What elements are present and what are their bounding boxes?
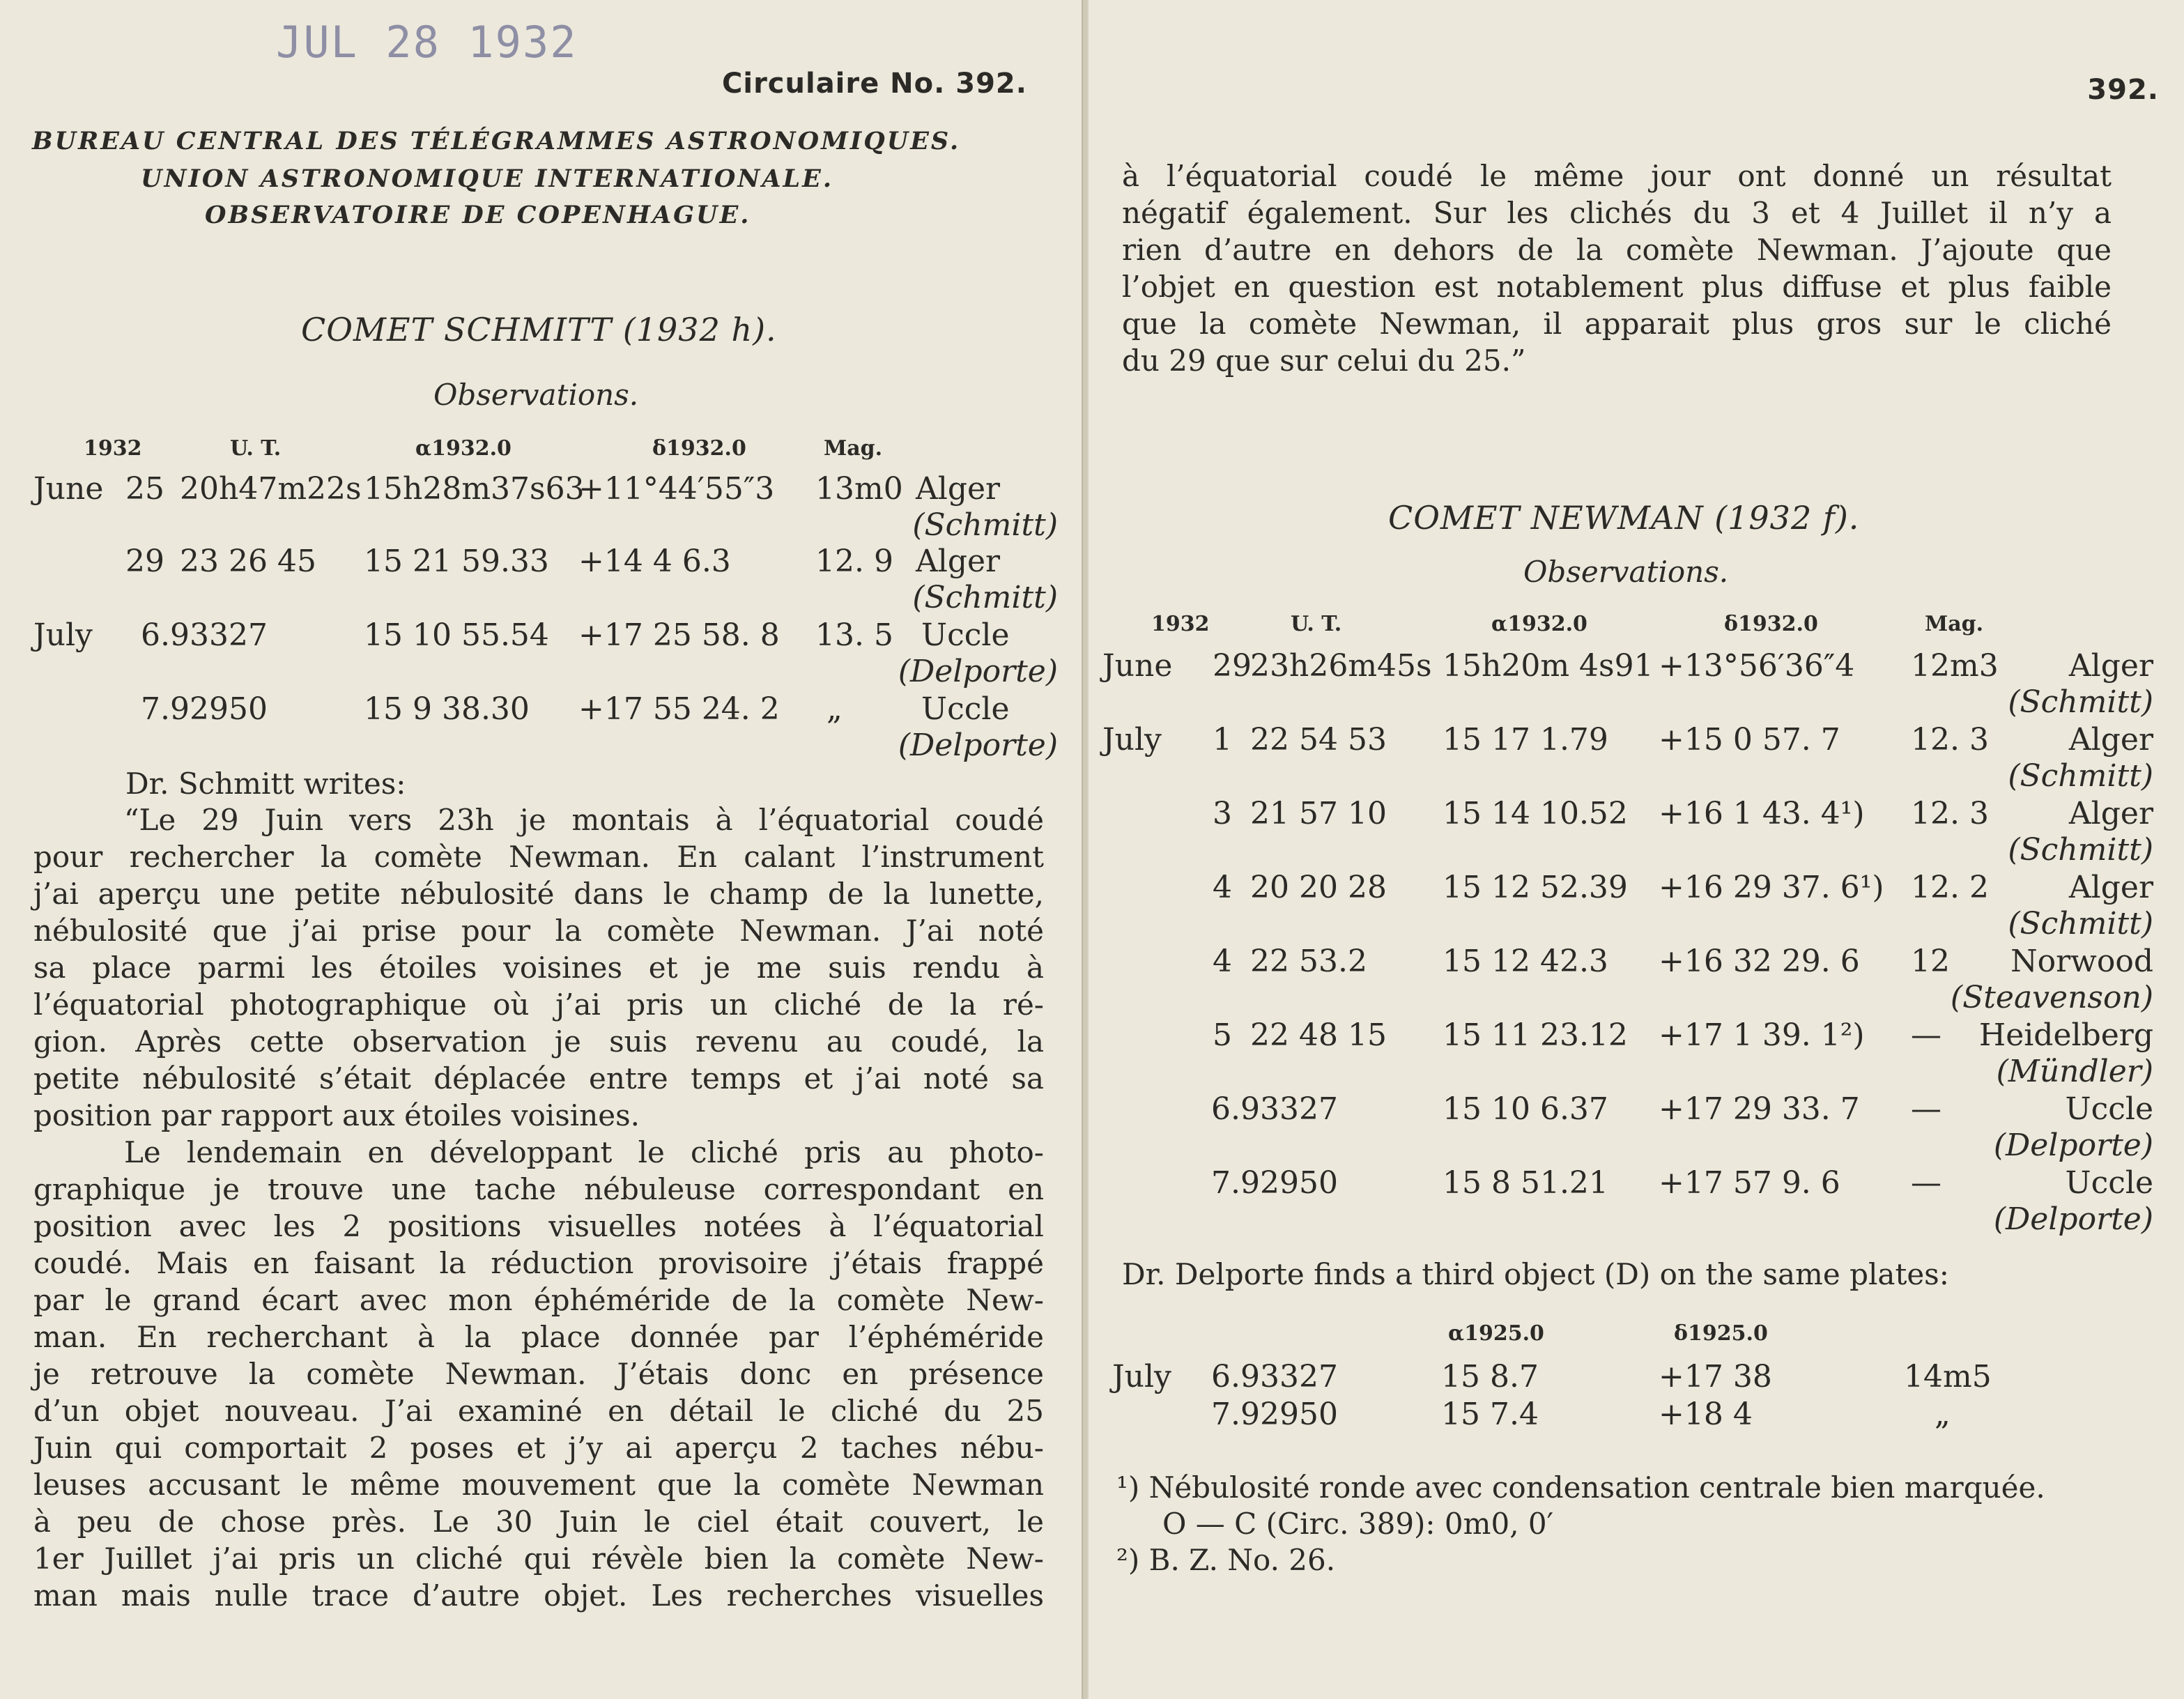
table-row-month: June — [1102, 648, 1173, 684]
paragraph-line: position avec les 2 positions visuelles notées à l’équatorial — [33, 1209, 1044, 1243]
paragraph-line: à peu de chose près. Le 30 Juin le ciel était couvert, le — [33, 1505, 1044, 1539]
table-row-day: 4 — [1213, 870, 1232, 905]
table-row-dec: +11°44′55″3 — [578, 471, 775, 507]
col-year: 1932 — [1151, 612, 1210, 636]
third-row-day: 7.92950 — [1211, 1397, 1338, 1432]
table-row-day: 3 — [1213, 796, 1232, 831]
table-row-observer: (Schmitt) — [912, 507, 1058, 543]
table-row-ra: 15 12 52.39 — [1443, 870, 1628, 905]
col-mag: Mag. — [1925, 612, 1984, 636]
table-row-day: 29 — [125, 544, 164, 579]
paragraph-line: coudé. Mais en faisant la réduction provisoire j’étais frappé — [33, 1246, 1044, 1280]
page-number: 392. — [2087, 74, 2159, 106]
table-row-station: Alger — [2068, 870, 2153, 905]
third-object-intro: Dr. Delporte finds a third object (D) on the same plates: — [1122, 1257, 1949, 1291]
table-row-mag: 12 — [1911, 944, 1950, 979]
table-row-observer: (Steavenson) — [1950, 980, 2153, 1015]
paragraph-line: rien d’autre en dehors de la comète Newman. J’ajoute que — [1122, 233, 2112, 267]
table-row-mag: — — [1911, 1165, 1941, 1201]
paragraph-line: man mais nulle trace d’autre objet. Les recherches visuelles — [33, 1578, 1044, 1613]
col-ut: U. T. — [1291, 612, 1342, 636]
paragraph-line: sa place parmi les étoiles voisines et je me suis rendu à — [33, 951, 1044, 985]
paragraph-line: graphique je trouve une tache nébuleuse correspondant en — [33, 1172, 1044, 1206]
third-row-dec: +17 38 — [1659, 1359, 1772, 1394]
paragraph-line: pour rechercher la comète Newman. En calant l’instrument — [33, 840, 1044, 874]
left-page — [0, 0, 1082, 1699]
footnote-1-oc: O — C (Circ. 389): 0m0, 0′ — [1162, 1507, 1554, 1541]
table-row-station: Uccle — [921, 617, 1010, 653]
table-row-mag: 13. 5 — [815, 617, 893, 653]
table-row-station: Uccle — [2065, 1091, 2153, 1127]
table-row-month: June — [33, 471, 104, 507]
table-row-mag: 13m0 — [815, 471, 903, 507]
table-row-observer: (Schmitt) — [2008, 684, 2153, 720]
table-row-station: Alger — [2068, 796, 2153, 831]
col-ut: U. T. — [230, 436, 282, 461]
table-row-dec: +17 57 9. 6 — [1659, 1165, 1840, 1201]
table-row-ra: 15 9 38.30 — [364, 691, 530, 727]
table-row-mag: — — [1911, 1091, 1941, 1127]
third-row-ra: 15 8.7 — [1441, 1359, 1539, 1394]
table-row-observer: (Schmitt) — [2008, 906, 2153, 941]
table-row-mag: 12. 3 — [1911, 722, 1989, 758]
table-row-ra: 15h20m 4s91 — [1443, 648, 1654, 684]
paragraph-line: position par rapport aux étoiles voisines. — [33, 1098, 640, 1132]
table-row-day: 4 — [1213, 944, 1232, 979]
table-row-ut: 23h26m45s — [1250, 648, 1432, 684]
letter-continuation — [1122, 157, 2112, 379]
table-row-ut: 20h47m22s — [180, 471, 362, 507]
table-row-ra: 15 14 10.52 — [1443, 796, 1628, 831]
table-row-mag: 12m3 — [1911, 648, 1999, 684]
paragraph-line: petite nébulosité s’était déplacée entre temps et j’ai noté sa — [33, 1061, 1044, 1095]
col-year: 1932 — [84, 436, 142, 461]
table-row-dec: +17 25 58. 8 — [578, 617, 780, 653]
table-row-dec: +17 55 24. 2 — [578, 691, 780, 727]
table-row-ut: 22 53.2 — [1250, 944, 1367, 979]
table-row-observer: (Delporte) — [1993, 1128, 2153, 1163]
table-row-month: July — [33, 617, 93, 653]
table-row-ra: 15 10 55.54 — [364, 617, 549, 653]
third-row-mag: „ — [1935, 1397, 1951, 1432]
table-row-day: 1 — [1213, 722, 1232, 758]
table-row-observer: (Schmitt) — [2008, 832, 2153, 868]
paragraph-line: Le lendemain en développant le cliché pris au photo- — [124, 1135, 1044, 1169]
table-row-mag: „ — [826, 691, 843, 727]
paragraph-line: leuses accusant le même mouvement que la comète Newman — [33, 1468, 1044, 1502]
third-row-month: July — [1112, 1359, 1171, 1394]
table-row-mag: 12. 9 — [815, 544, 893, 579]
col-dec-1925: δ1925.0 — [1674, 1321, 1768, 1346]
col-ra: α1932.0 — [415, 436, 512, 461]
table-row-observer: (Mündler) — [1996, 1054, 2153, 1089]
paragraph-line: l’objet en question est notablement plus diffuse et plus faible — [1122, 270, 2112, 304]
table-row-station: Alger — [916, 471, 1001, 507]
observations-label: Observations. — [1523, 555, 1729, 589]
table-row-day: 7.92950 — [1211, 1165, 1338, 1201]
comet-newman-title: COMET NEWMAN (1932 f). — [1388, 499, 1860, 537]
table-row-dec: +14 4 6.3 — [578, 544, 731, 579]
paragraph-line: man. En recherchant à la place donnée par l’éphéméride — [33, 1320, 1044, 1354]
table-row-observer: (Delporte) — [898, 728, 1058, 763]
col-dec: δ1932.0 — [652, 436, 746, 461]
received-date-stamp: JUL 28 1932 — [276, 17, 578, 68]
comet-schmitt-title: COMET SCHMITT (1932 h). — [301, 311, 777, 348]
table-row-dec: +17 1 39. 1²) — [1659, 1017, 1865, 1053]
schmitt-letter-paragraph-2 — [33, 1134, 1044, 1614]
paragraph-line: gion. Après cette observation je suis revenu au coudé, la — [33, 1024, 1044, 1059]
book-gutter — [1082, 0, 1089, 1699]
footnote-2: ²) B. Z. No. 26. — [1116, 1543, 1336, 1577]
table-row-mag: 12. 2 — [1911, 870, 1989, 905]
right-page — [1089, 0, 2184, 1699]
table-row-station: Alger — [916, 544, 1001, 579]
table-row-station: Uccle — [921, 691, 1010, 727]
table-row-ut: 23 26 45 — [180, 544, 316, 579]
paragraph-line: 1er Juillet j’ai pris un cliché qui révèle bien la comète New- — [33, 1542, 1044, 1576]
table-row-ra: 15 8 51.21 — [1443, 1165, 1608, 1201]
paragraph-line: “Le 29 Juin vers 23h je montais à l’équatorial coudé — [124, 803, 1044, 837]
bureau-line-3: OBSERVATOIRE DE COPENHAGUE. — [205, 201, 751, 229]
circular-number: Circulaire No. 392. — [722, 68, 1027, 100]
table-row-day: 6.93327 — [141, 617, 268, 653]
table-row-dec: +16 32 29. 6 — [1659, 944, 1860, 979]
paragraph-line: par le grand écart avec mon éphéméride de la comète New- — [33, 1283, 1044, 1317]
table-row-observer: (Delporte) — [1993, 1201, 2153, 1237]
table-row-station: Heidelberg — [1978, 1017, 2153, 1053]
table-row-day: 5 — [1213, 1017, 1232, 1053]
table-row-station: Alger — [2068, 722, 2153, 758]
table-row-observer: (Schmitt) — [2008, 758, 2153, 794]
third-row-dec: +18 4 — [1659, 1397, 1753, 1432]
third-row-mag: 14m5 — [1904, 1359, 1992, 1394]
col-ra-1925: α1925.0 — [1448, 1321, 1544, 1346]
table-row-month: July — [1102, 722, 1162, 758]
observations-label: Observations. — [433, 378, 639, 412]
table-row-mag: — — [1911, 1017, 1941, 1053]
schmitt-letter-paragraph-1 — [33, 801, 1044, 1134]
table-row-ut: 20 20 28 — [1250, 870, 1387, 905]
paragraph-line: nébulosité que j’ai prise pour la comète Newman. J’ai noté — [33, 914, 1044, 948]
table-row-station: Uccle — [2065, 1165, 2153, 1201]
table-row-mag: 12. 3 — [1911, 796, 1989, 831]
col-ra: α1932.0 — [1491, 612, 1587, 636]
paragraph-line: du 29 que sur celui du 25.” — [1122, 344, 1526, 378]
table-row-observer: (Schmitt) — [912, 580, 1058, 615]
table-row-day: 29 — [1213, 648, 1252, 684]
table-row-ra: 15 10 6.37 — [1443, 1091, 1608, 1127]
table-row-dec: +16 1 43. 4¹) — [1659, 796, 1865, 831]
table-row-ra: 15 21 59.33 — [364, 544, 549, 579]
table-row-dec: +16 29 37. 6¹) — [1659, 870, 1884, 905]
paragraph-line: l’équatorial photographique où j’ai pris un cliché de la ré- — [33, 987, 1044, 1022]
paragraph-line: que la comète Newman, il apparait plus gros sur le cliché — [1122, 307, 2112, 341]
table-row-day: 25 — [125, 471, 164, 507]
col-dec: δ1932.0 — [1724, 612, 1818, 636]
table-row-day: 7.92950 — [141, 691, 268, 727]
table-row-ra: 15 11 23.12 — [1443, 1017, 1628, 1053]
col-mag: Mag. — [824, 436, 883, 461]
bureau-line-2: UNION ASTRONOMIQUE INTERNATIONALE. — [141, 164, 834, 193]
schmitt-writes-intro: Dr. Schmitt writes: — [125, 767, 406, 801]
table-row-day: 6.93327 — [1211, 1091, 1338, 1127]
table-row-ut: 22 48 15 — [1250, 1017, 1387, 1053]
paragraph-line: j’ai aperçu une petite nébulosité dans le champ de la lunette, — [33, 877, 1044, 911]
bureau-line-1: BUREAU CENTRAL DES TÉLÉGRAMMES ASTRONOMIQUES. — [32, 127, 961, 155]
table-row-station: Alger — [2068, 648, 2153, 684]
table-row-ra: 15h28m37s63 — [364, 471, 585, 507]
footnote-1: ¹) Nébulosité ronde avec condensation centrale bien marquée. — [1116, 1470, 2045, 1505]
table-row-dec: +15 0 57. 7 — [1659, 722, 1840, 758]
table-row-ut: 21 57 10 — [1250, 796, 1387, 831]
table-row-dec: +17 29 33. 7 — [1659, 1091, 1860, 1127]
paragraph-line: Juin qui comportait 2 poses et j’y ai aperçu 2 taches nébu- — [33, 1431, 1044, 1465]
paragraph-line: d’un objet nouveau. J’ai examiné en détail le cliché du 25 — [33, 1394, 1044, 1428]
table-row-station: Norwood — [2010, 944, 2153, 979]
table-row-ra: 15 17 1.79 — [1443, 722, 1608, 758]
table-row-observer: (Delporte) — [898, 654, 1058, 689]
third-row-day: 6.93327 — [1211, 1359, 1338, 1394]
table-row-ut: 22 54 53 — [1250, 722, 1387, 758]
table-row-ra: 15 12 42.3 — [1443, 944, 1608, 979]
paragraph-line: je retrouve la comète Newman. J’étais donc en présence — [33, 1357, 1044, 1391]
paragraph-line: négatif également. Sur les clichés du 3 et 4 Juillet il n’y a — [1122, 196, 2112, 230]
table-row-dec: +13°56′36″4 — [1659, 648, 1855, 684]
paragraph-line: à l’équatorial coudé le même jour ont donné un résultat — [1122, 159, 2112, 193]
third-row-ra: 15 7.4 — [1441, 1397, 1539, 1432]
